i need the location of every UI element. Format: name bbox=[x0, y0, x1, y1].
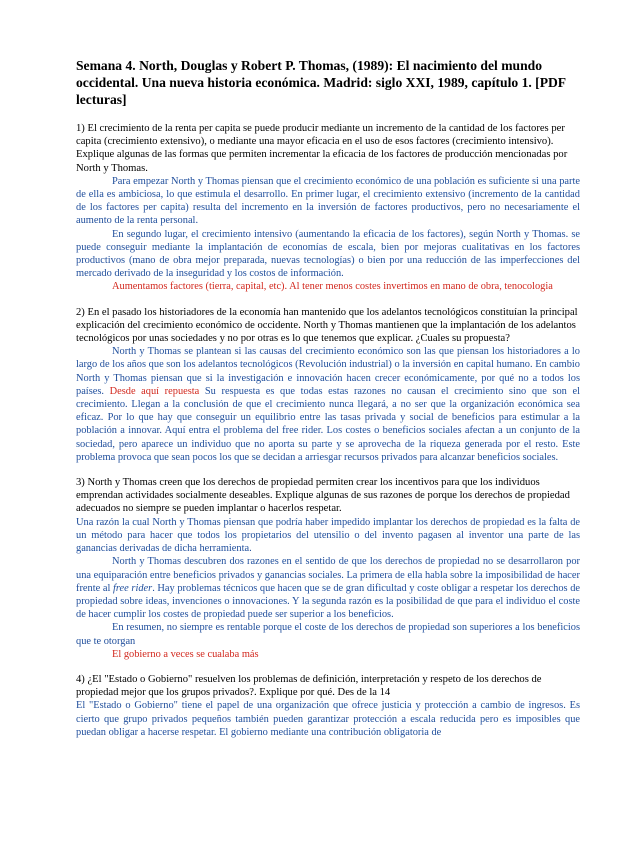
answer-3-note: El gobierno a veces se cualaba más bbox=[112, 648, 259, 660]
answer-1-paragraph-2: En segundo lugar, el crecimiento intensivo (aumentando la eficacia de los factores), según North y Thomas. se puede conseguir mediante la implantación de economías de escala, bien por mejoras cualitativas en los factores productivos (mano de obra mejor preparada, nuevas tecnologías) o bien por una reducción de las imperfecciones del mercado derivado de la inseguridad y los costos de información. bbox=[76, 228, 580, 280]
document-page bbox=[76, 57, 580, 739]
question-2: 2) En el pasado los historiadores de la economía han mantenido que los adelantos tecnológicos constituían la principal explicación del crecimiento económico de occidente. North y Thomas mantienen que la implantación de los adelantos tecnológicos por unas sociedades y no por otras es lo que tenemos que explicar. ¿Cuales su propuesta? bbox=[76, 306, 578, 345]
answer-1-paragraph-1: Para empezar North y Thomas piensan que el crecimiento económico de una población es suficiente si una parte de ella es ambiciosa, lo que estimula el desarrollo. En primer lugar, el crecimiento extensivo (incremento de la cantidad de los factores per capita) resulta del incremento en la inversión de factores productivos, pero no necesariamente el aumento de la renta personal. bbox=[76, 175, 580, 227]
answer-3-paragraph-2 bbox=[76, 555, 580, 621]
answer-2-text-a: North y Thomas se plantean si las causas del crecimiento económico son las que piensan los historiadores a lo largo de los años que son los adelantos tecnológicos (Revolución industrial) o la inversión en capital humano. En cambio North y Thomas piensan que si la investigación e innovación hacen crecer económicamente, por qué no a todos los países. bbox=[76, 346, 580, 397]
question-4: 4) ¿El "Estado o Gobierno" resuelven los problemas de definición, interpretación y respeto de los derechos de propiedad mejor que los grupos privados?. Explique por qué. Des de la 14 bbox=[76, 673, 542, 699]
question-3: 3) North y Thomas creen que los derechos de propiedad permiten crear los incentivos para que los individuos emprendan actividades socialmente deseables. Explique algunas de sus razones de porque los derechos de propiedad adecuados no siempre se pueden implantar o hacerlos respetar. bbox=[76, 477, 570, 515]
document-title: Semana 4. North, Douglas y Robert P. Thomas, (1989): El nacimiento del mundo occidental. Una nueva historia económica. Madrid: siglo XXI, 1989, capítulo 1. [PDF lecturas] bbox=[76, 58, 566, 107]
answer-4-paragraph-1: El "Estado o Gobierno" tiene el papel de una organización que ofrece justicia y protección a cambio de ingresos. Es cierto que grupo privados pequeños también pueden garantizar protección a escala reducida pero es imposibles que puedan obligar a hacerse respetar. El gobierno mediante una contribución obligatoria de bbox=[76, 700, 580, 738]
answer-3-paragraph-3: En resumen, no siempre es rentable porque el coste de los derechos de propiedad son superiores a los beneficios que te otorgan bbox=[76, 622, 580, 647]
answer-2-red-marker: Desde aquí repuesta bbox=[109, 385, 200, 397]
answer-3-text-a: North y Thomas descubren dos razones en el sentido de que los derechos de propiedad no se desarrollaron por una equiparación entre beneficios privados y ganancias sociales. La primera de ella habla sobre la imposibilidad de hacer frente al bbox=[76, 556, 580, 594]
answer-3-paragraph-1: Una razón la cual North y Thomas piensan que podría haber impedido implantar los derechos de propiedad es la falta de un método para hacer que todos los propietarios del utensilio o del invento pagasen al inventor una parte de las ganancias derivadas de dicha herramienta. bbox=[76, 516, 580, 555]
question-1: 1) El crecimiento de la renta per capita se puede producir mediante un incremento de la cantidad de los factores per capita (crecimiento extensivo), o mediante una mayor eficacia en el uso de esos factores (crecimiento intensivo). Explique algunas de las formas que permiten incrementar la eficacia de los factores de producción mencionadas por North y Thomas. bbox=[76, 123, 568, 174]
answer-2-text-b: Su respuesta es que todas estas razones no causan el crecimiento sino que son el crecimiento. Llegan a la conclusión de que el crecimiento nunca llegará, a no ser que la organización económica sea eficaz. Por lo que hay que conseguir un equilibrio entre las tasas privada y social de beneficios para estimular a la población a innovar. Aquí entra el problema del free rider. Los costes o beneficios sociales afectan a un conjunto de la sociedad, pero aparece un individuo que no aporta su parte y se aprovecha de la riqueza generada por el resto. Este problema provoca que sean pocos los que se decidan a arriesgar recursos privados para alcanzar beneficios sociales. bbox=[76, 385, 580, 463]
answer-1-note: Aumentamos factores (tierra, capital, etc). Al tener menos costes invertimos en mano de obra, tenocologia bbox=[112, 281, 553, 293]
answer-3-free-rider: free rider bbox=[113, 582, 153, 594]
answer-3-text-b: . Hay problemas técnicos que hacen que se de gran dificultad y coste obligar a respetar los derechos de propiedad sobre ideas, invenciones o innovaciones. Y la segunda razón es la posibilidad de que para el individuo el coste de hacer cumplir los costes de propiedad puede ser superior a los beneficios. bbox=[76, 582, 581, 621]
answer-2-paragraph-1 bbox=[76, 345, 580, 464]
